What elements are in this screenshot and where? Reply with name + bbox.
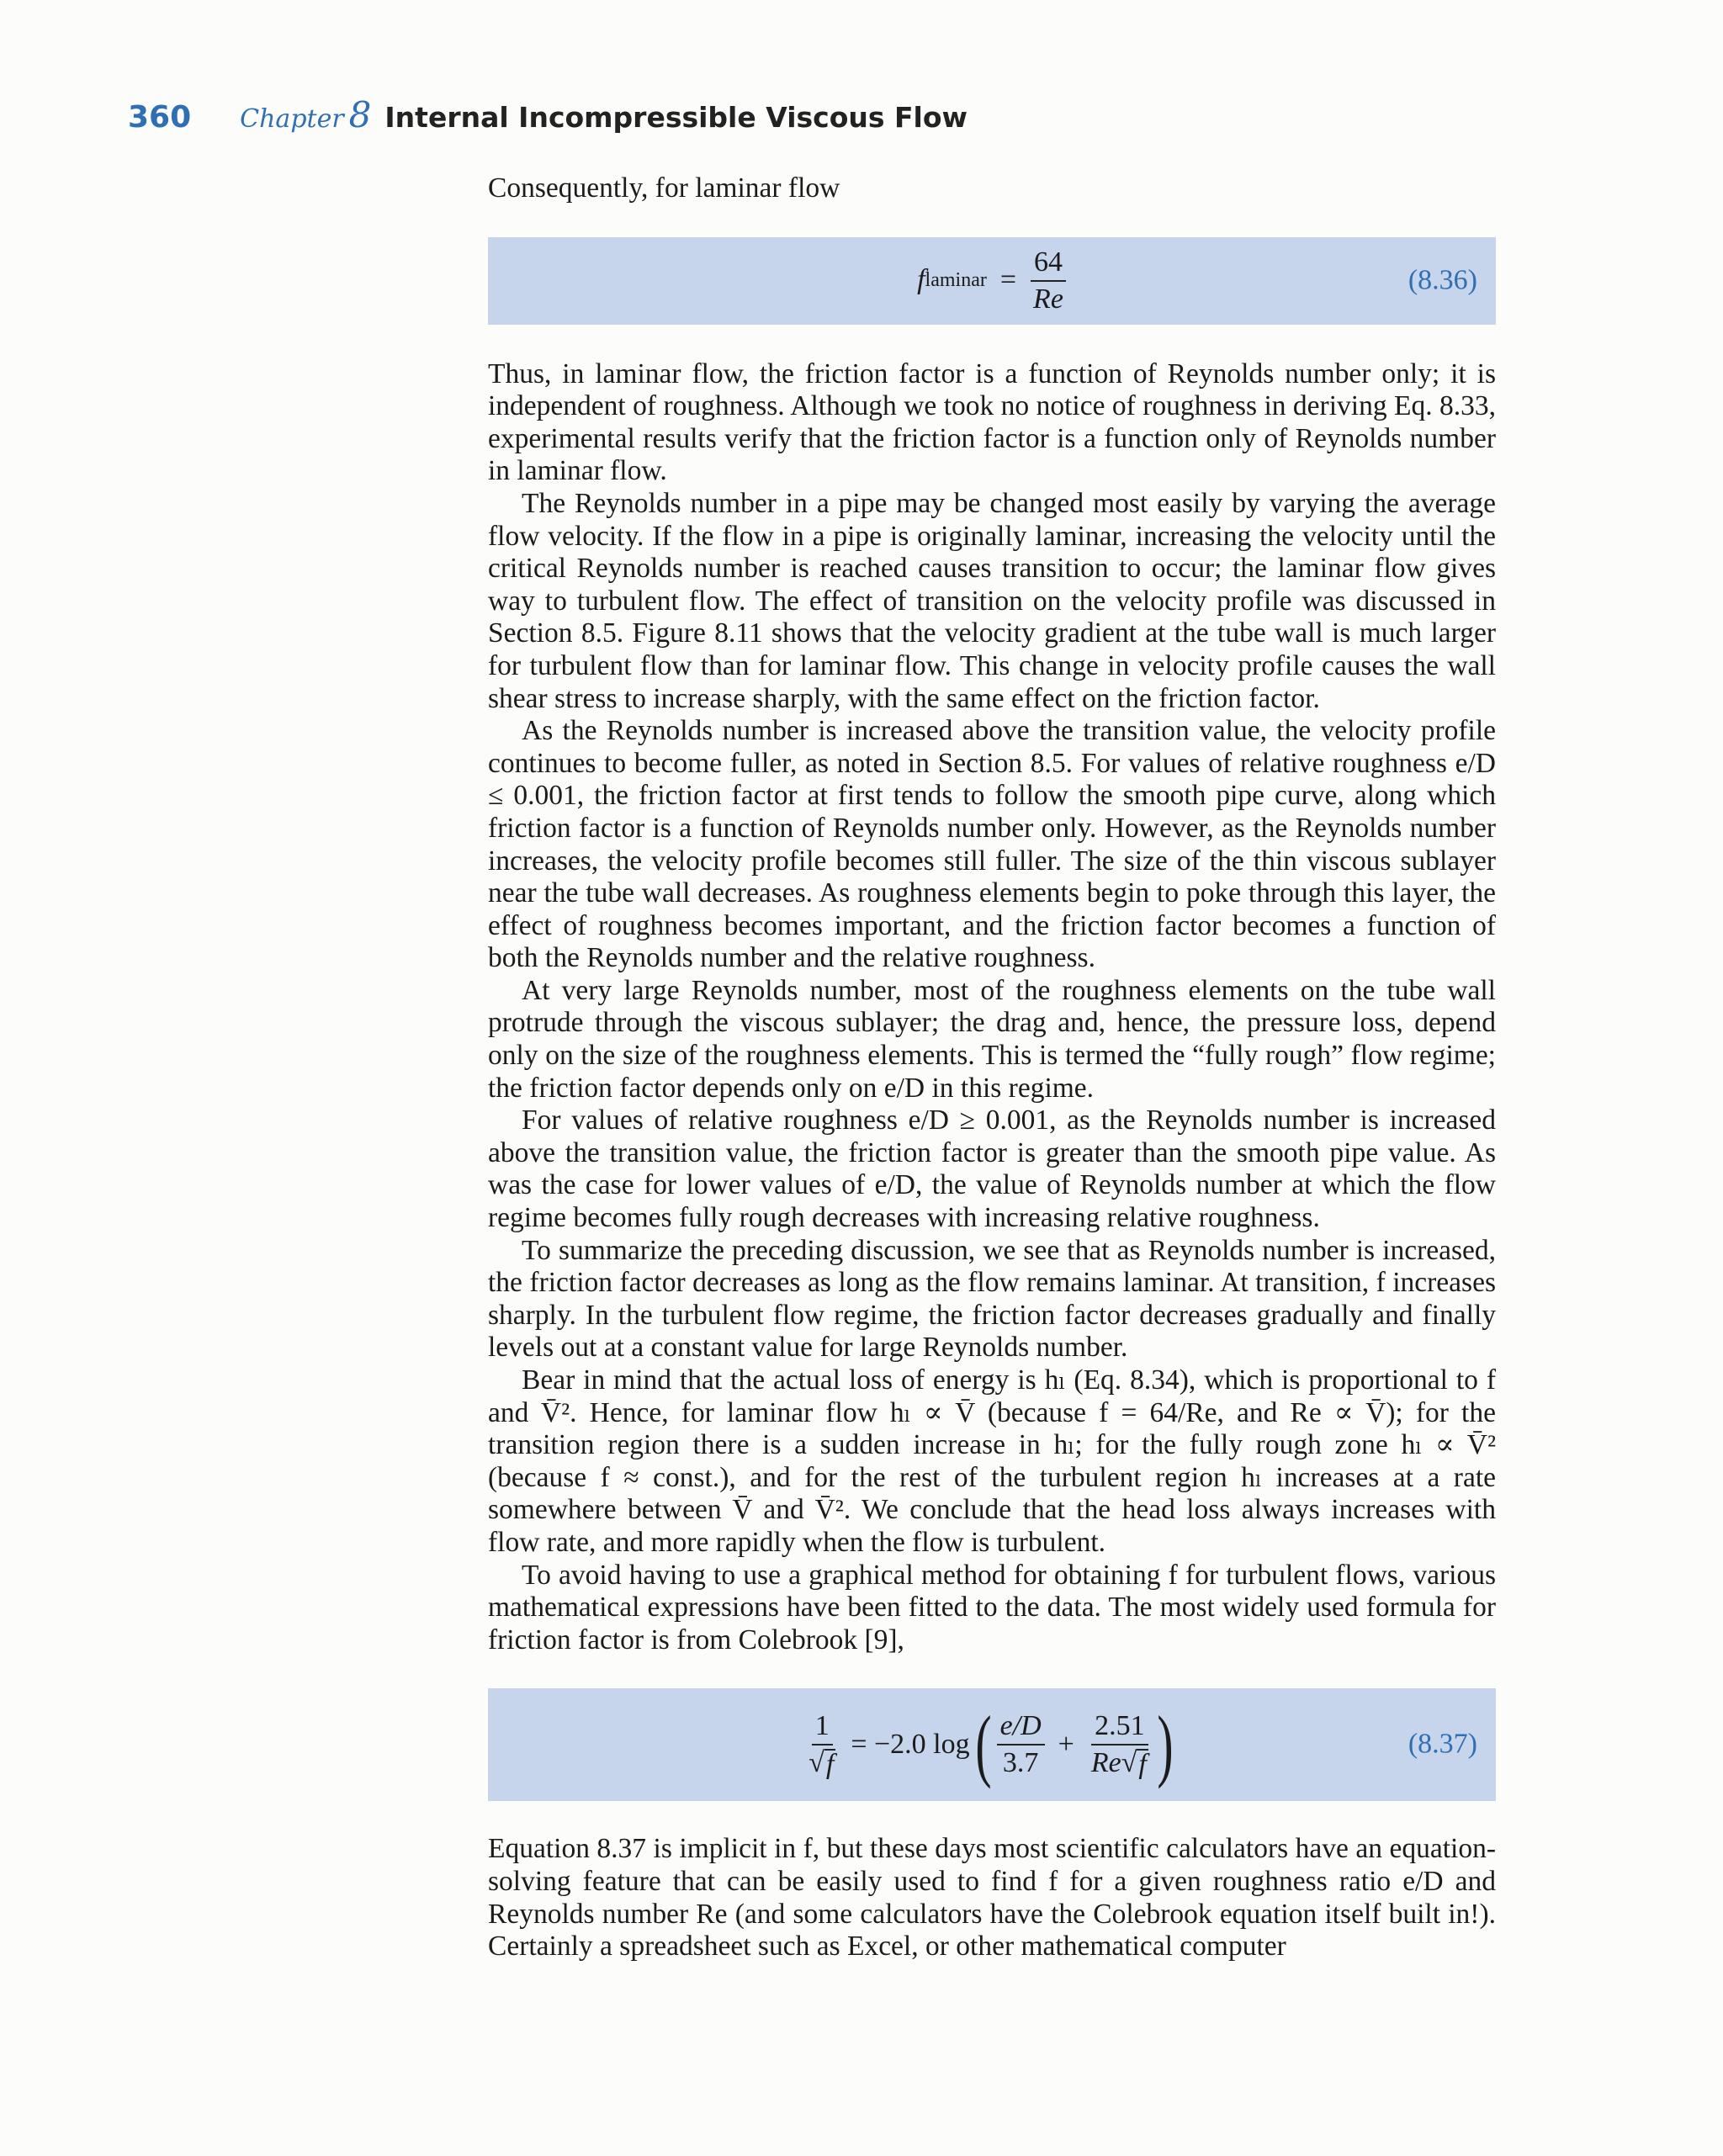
closing-paragraph: Equation 8.37 is implicit in f, but these days most scientific calculators have an equation-solving feature that can be easily used to find f for a given roughness ratio e/D and Reynolds number Re (and some calculators have the Colebrook equation itself built in!). Certainly a spreadsheet such as Excel, or other mathematical computer xyxy=(488,1833,1496,1963)
fraction-64-over-re xyxy=(1030,246,1067,315)
sqrt-f-2 xyxy=(1121,1747,1148,1779)
body-column xyxy=(488,172,1496,1963)
fraction-denominator: Re xyxy=(1033,283,1063,315)
term1-denominator: 3.7 xyxy=(1002,1747,1039,1779)
reynolds-fraction xyxy=(1088,1710,1152,1779)
rhs-prefix: = −2.0 log xyxy=(851,1729,970,1761)
right-paren-icon: ) xyxy=(1157,1699,1174,1790)
chapter-label: Chapter xyxy=(240,104,344,134)
term1-numerator: e/D xyxy=(997,1710,1045,1745)
chapter-number: 8 xyxy=(348,94,372,135)
lhs-denominator xyxy=(805,1745,839,1779)
paragraph-2: The Reynolds number in a pipe may be changed most easily by varying the average flow velocity. If the flow in a pipe is originally laminar, increasing the velocity until the critical Reynolds number is reached causes transition to occur; the laminar flow gives way to turbulent flow. The effect of transition on the velocity profile was discussed in Section 8.5. Figure 8.11 shows that the velocity gradient at the tube wall is much larger for turbulent flow than for laminar flow. This change in velocity profile causes the wall shear stress to increase sharply, with the same effect on the friction factor. xyxy=(488,487,1496,714)
radical-icon: √ xyxy=(1121,1747,1137,1779)
lhs-fraction xyxy=(805,1710,839,1779)
relative-roughness-fraction xyxy=(997,1710,1045,1779)
equation-number: (8.37) xyxy=(1408,1729,1477,1761)
left-paren-icon: ( xyxy=(975,1699,992,1790)
sqrt-argument-2: f xyxy=(1138,1749,1147,1781)
sqrt-f xyxy=(808,1747,835,1779)
radical-icon: √ xyxy=(808,1747,824,1779)
paragraph-6: To summarize the preceding discussion, we see that as Reynolds number is increased, the friction factor decreases as long as the flow remains laminar. At transition, f increases sharply. In the turbulent flow regime, the friction factor decreases gradually and finally levels out at a constant value for large Reynolds number. xyxy=(488,1234,1496,1364)
equation-8-36 xyxy=(488,237,1496,325)
colebrook-expression xyxy=(805,1699,1179,1790)
page-number: 360 xyxy=(128,100,192,135)
paragraph-7: Bear in mind that the actual loss of energy is hₗ (Eq. 8.34), which is proportional to f and V̄². Hence, for laminar flow hₗ ∝ V̄ (because f = 64/Re, and Re ∝ V̄); for the transition region there is a sudden increase in hₗ; for the fully rough zone hₗ ∝ V̄² (because f ≈ const.), and for the rest of the turbulent region hₗ increases at a rate somewhere between V̄ and V̄². We conclude that the head loss always increases with flow rate, and more rapidly when the flow is turbulent. xyxy=(488,1364,1496,1558)
paragraph-1: Thus, in laminar flow, the friction factor is a function of Reynolds number only; it is independent of roughness. Although we took no notice of roughness in deriving Eq. 8.33, experimental results verify that the friction factor is a function only of Reynolds number in laminar flow. xyxy=(488,358,1496,487)
equals-sign: = xyxy=(999,264,1017,296)
chapter-title: Internal Incompressible Viscous Flow xyxy=(384,101,968,134)
fraction-numerator: 64 xyxy=(1031,246,1066,282)
plus-sign: + xyxy=(1058,1729,1074,1761)
term2-re: Re xyxy=(1090,1747,1121,1779)
paragraph-4: At very large Reynolds number, most of the roughness elements on the tube wall protrude through the viscous sublayer; the drag and, hence, the pressure loss, depend only on the size of the roughness elements. This is termed the “fully rough” flow regime; the friction factor depends only on e/D in this regime. xyxy=(488,974,1496,1104)
paragraph-3: As the Reynolds number is increased above the transition value, the velocity profile continues to become fuller, as noted in Section 8.5. For values of relative roughness e/D ≤ 0.001, the friction factor at first tends to follow the smooth pipe curve, along which friction factor is a function of Reynolds number only. However, as the Reynolds number increases, the velocity profile becomes still fuller. The size of the thin viscous sublayer near the tube wall decreases. As roughness elements begin to poke through this layer, the effect of roughness becomes important, and the friction factor becomes a function of both the Reynolds number and the relative roughness. xyxy=(488,715,1496,974)
laminar-subscript: laminar xyxy=(925,269,987,292)
term2-numerator: 2.51 xyxy=(1091,1710,1148,1745)
sqrt-argument: f xyxy=(825,1749,835,1781)
paragraph-5: For values of relative roughness e/D ≥ 0.001, as the Reynolds number is increased above the transition value, the friction factor is greater than the smooth pipe value. As was the case for lower values of e/D, the value of Reynolds number at which the flow regime becomes fully rough decreases with increasing relative roughness. xyxy=(488,1104,1496,1234)
paragraph-8: To avoid having to use a graphical method for obtaining f for turbulent flows, various mathematical expressions have been fitted to the data. The most widely used formula for friction factor is from Colebrook [9], xyxy=(488,1559,1496,1655)
intro-text: Consequently, for laminar flow xyxy=(488,172,840,204)
friction-factor-symbol: f xyxy=(917,264,925,296)
lhs-numerator: 1 xyxy=(812,1710,833,1745)
equation-8-36-expression xyxy=(917,246,1067,315)
equation-8-37 xyxy=(488,1688,1496,1801)
running-header xyxy=(128,94,968,135)
equation-number: (8.36) xyxy=(1408,264,1477,296)
term2-denominator xyxy=(1088,1745,1152,1779)
